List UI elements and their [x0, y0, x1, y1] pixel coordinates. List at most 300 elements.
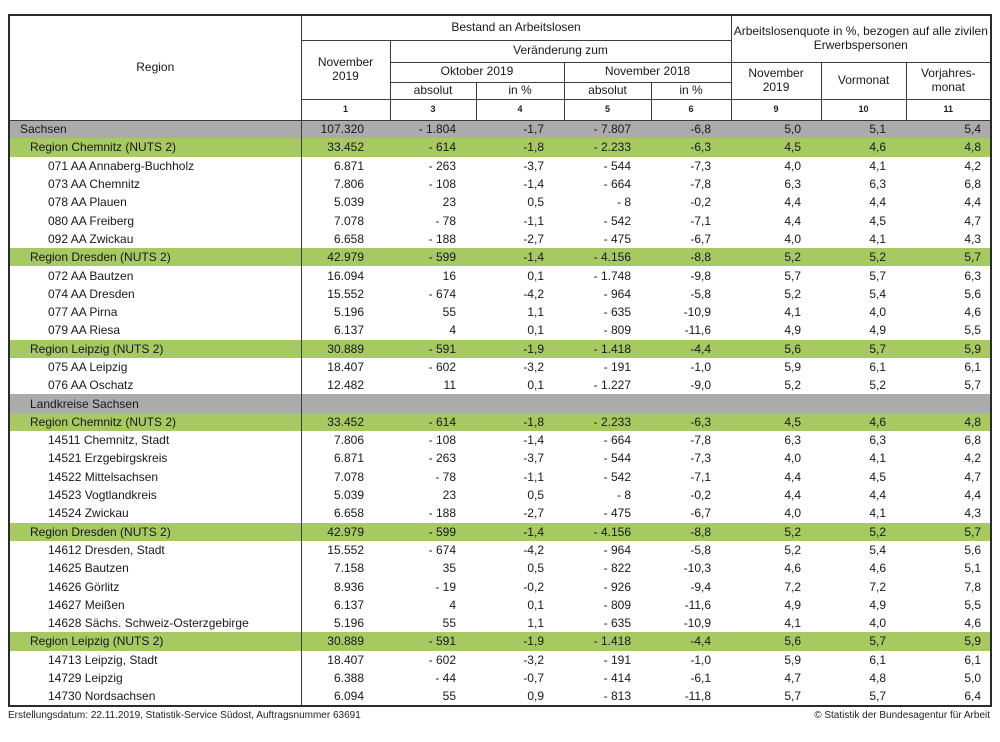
- value-cell: 5,6: [784, 341, 802, 356]
- column-number-11: 11: [906, 99, 991, 120]
- value-cell: 0,1: [527, 323, 544, 338]
- value-cell: 5,2: [784, 542, 802, 557]
- value-cell: - 19: [435, 579, 456, 594]
- region-cell: Region Leipzig (NUTS 2): [9, 632, 301, 650]
- value-cell: 5,2: [784, 286, 802, 301]
- value-cell: - 2.233: [593, 414, 631, 429]
- value-cell: - 263: [428, 158, 456, 173]
- value-cell: - 475: [603, 231, 631, 246]
- value-cell: 4,3: [964, 231, 982, 246]
- value-cell: - 599: [428, 524, 456, 539]
- value-cell: - 664: [603, 433, 631, 448]
- column-number-3: 3: [390, 99, 476, 120]
- value-cell: 33.452: [327, 140, 364, 155]
- header-vormonat: Vormonat: [821, 62, 906, 99]
- value-cell: 5,6: [784, 634, 802, 649]
- value-cell: 6,3: [869, 433, 887, 448]
- value-cell: 6,8: [964, 433, 982, 448]
- value-cell: - 614: [428, 414, 456, 429]
- value-cell: 5,7: [869, 634, 887, 649]
- value-cell: - 602: [428, 652, 456, 667]
- value-cell: 4,5: [869, 469, 887, 484]
- value-cell: [906, 394, 991, 412]
- creation-info: Erstellungsdatum: 22.11.2019, Statistik-Service Südost, Auftragsnummer 63691: [8, 710, 361, 721]
- header-bestand-group: Bestand an Arbeitslosen: [301, 15, 731, 40]
- value-cell: 5,9: [784, 652, 802, 667]
- value-cell: -6,1: [690, 671, 712, 686]
- value-cell: - 191: [603, 360, 631, 374]
- value-cell: - 2.233: [593, 140, 631, 155]
- value-cell: 55: [442, 305, 456, 320]
- value-cell: -1,4: [523, 250, 544, 265]
- value-cell: 42.979: [327, 250, 364, 265]
- value-cell: 4,1: [784, 616, 802, 631]
- value-cell: 6.658: [333, 231, 364, 246]
- value-cell: - 188: [428, 231, 456, 246]
- value-cell: - 664: [603, 177, 631, 192]
- value-cell: -1,9: [523, 341, 544, 356]
- value-cell: 4,0: [784, 231, 802, 246]
- page-footer: [8, 710, 990, 721]
- value-cell: 5,7: [964, 524, 982, 539]
- value-cell: -1,0: [690, 360, 712, 374]
- value-cell: -8,8: [690, 250, 712, 265]
- value-cell: 7.078: [333, 213, 364, 228]
- table-row: [9, 321, 991, 339]
- value-cell: -0,7: [523, 671, 544, 686]
- value-cell: 4,4: [784, 195, 802, 210]
- value-cell: 4,7: [964, 213, 982, 228]
- value-cell: 16.094: [327, 268, 364, 283]
- table-row: [9, 358, 991, 376]
- region-cell: 072 AA Bautzen: [9, 266, 301, 284]
- value-cell: [390, 394, 476, 412]
- value-cell: 5,7: [869, 341, 887, 356]
- value-cell: -11,6: [684, 597, 712, 612]
- value-cell: 5,2: [784, 378, 802, 393]
- table-row: [9, 577, 991, 595]
- value-cell: -1,8: [523, 140, 544, 155]
- region-cell: 14627 Meißen: [9, 596, 301, 614]
- table-row: [9, 504, 991, 522]
- value-cell: -6,8: [690, 122, 712, 137]
- table-row: [9, 596, 991, 614]
- region-cell: 080 AA Freiberg: [9, 211, 301, 229]
- region-cell: 074 AA Dresden: [9, 285, 301, 303]
- value-cell: -0,2: [690, 195, 712, 210]
- value-cell: 18.407: [327, 652, 364, 667]
- value-cell: 0,5: [527, 561, 544, 576]
- value-cell: - 8: [616, 195, 631, 210]
- header-absolut-okt: absolut: [390, 82, 476, 99]
- value-cell: - 414: [603, 671, 631, 686]
- value-cell: - 635: [603, 616, 631, 631]
- value-cell: 5,2: [869, 524, 887, 539]
- value-cell: - 7.807: [593, 122, 631, 137]
- value-cell: - 964: [603, 542, 631, 557]
- region-cell: 076 AA Oschatz: [9, 376, 301, 394]
- value-cell: - 188: [428, 506, 456, 521]
- value-cell: 6,3: [784, 433, 802, 448]
- value-cell: -1,4: [523, 177, 544, 192]
- table-row: [9, 541, 991, 559]
- value-cell: -1,4: [523, 433, 544, 448]
- value-cell: 6.871: [333, 451, 364, 466]
- value-cell: 1,1: [527, 305, 544, 320]
- value-cell: - 191: [603, 652, 631, 667]
- value-cell: - 813: [603, 688, 631, 703]
- value-cell: 4,4: [784, 213, 802, 228]
- value-cell: 6,3: [964, 268, 982, 283]
- value-cell: 4,4: [964, 195, 982, 210]
- value-cell: -6,7: [690, 231, 712, 246]
- value-cell: 0,5: [527, 488, 544, 503]
- value-cell: 12.482: [327, 378, 364, 393]
- value-cell: -1,1: [523, 213, 544, 228]
- value-cell: 7.158: [333, 561, 364, 576]
- value-cell: - 1.418: [593, 634, 631, 649]
- value-cell: 4,5: [869, 213, 887, 228]
- value-cell: 5,1: [964, 561, 982, 576]
- value-cell: 7,8: [964, 579, 982, 594]
- value-cell: - 1.227: [593, 378, 631, 393]
- value-cell: - 8: [616, 488, 631, 503]
- table-row: [9, 138, 991, 156]
- value-cell: 6,1: [869, 360, 887, 374]
- value-cell: 33.452: [327, 414, 364, 429]
- value-cell: [731, 394, 821, 412]
- value-cell: - 4.156: [593, 250, 631, 265]
- value-cell: - 674: [428, 286, 456, 301]
- value-cell: 6,8: [964, 177, 982, 192]
- header-absolut-nov: absolut: [564, 82, 651, 99]
- region-cell: 079 AA Riesa: [9, 321, 301, 339]
- value-cell: 5,9: [964, 634, 982, 649]
- table-row: [9, 248, 991, 266]
- value-cell: 16: [442, 268, 456, 283]
- value-cell: 6.388: [333, 671, 364, 686]
- table-row: [9, 193, 991, 211]
- table-row: [9, 340, 991, 358]
- value-cell: 4,1: [869, 158, 887, 173]
- value-cell: 4,8: [964, 414, 982, 429]
- value-cell: 6.658: [333, 506, 364, 521]
- value-cell: 6,3: [784, 177, 802, 192]
- value-cell: - 964: [603, 286, 631, 301]
- value-cell: -3,7: [523, 451, 544, 466]
- table-row: [9, 376, 991, 394]
- region-cell: Region Chemnitz (NUTS 2): [9, 413, 301, 431]
- header-veraenderung-zum: Veränderung zum: [390, 40, 731, 62]
- value-cell: -11,8: [684, 688, 712, 703]
- column-number-6: 6: [651, 99, 731, 120]
- value-cell: 5,4: [869, 542, 887, 557]
- value-cell: - 591: [428, 634, 456, 649]
- table-row: [9, 449, 991, 467]
- region-cell: 14730 Nordsachsen: [9, 687, 301, 705]
- value-cell: 23: [442, 488, 456, 503]
- value-cell: -6,7: [690, 506, 712, 521]
- value-cell: -3,7: [523, 158, 544, 173]
- value-cell: [821, 394, 906, 412]
- value-cell: -1,7: [523, 122, 544, 137]
- region-cell: 14511 Chemnitz, Stadt: [9, 431, 301, 449]
- column-number-10: 10: [821, 99, 906, 120]
- value-cell: 4,0: [784, 451, 802, 466]
- region-cell: 071 AA Annaberg-Buchholz: [9, 157, 301, 175]
- value-cell: -2,7: [523, 506, 544, 521]
- value-cell: 8.936: [333, 579, 364, 594]
- region-cell: Region Chemnitz (NUTS 2): [9, 138, 301, 156]
- value-cell: 4,8: [964, 140, 982, 155]
- region-cell: 14626 Görlitz: [9, 577, 301, 595]
- value-cell: -1,1: [523, 469, 544, 484]
- header-region: Region: [9, 15, 301, 120]
- value-cell: - 614: [428, 140, 456, 155]
- value-cell: [301, 394, 390, 412]
- value-cell: 5,2: [869, 250, 887, 265]
- table-row: [9, 431, 991, 449]
- table-row: [9, 211, 991, 229]
- value-cell: 107.320: [320, 122, 364, 137]
- value-cell: -6,3: [690, 414, 712, 429]
- value-cell: 7.078: [333, 469, 364, 484]
- table-row: [9, 157, 991, 175]
- value-cell: - 4.156: [593, 524, 631, 539]
- table-row: [9, 614, 991, 632]
- value-cell: [651, 394, 731, 412]
- value-cell: 5,6: [964, 286, 982, 301]
- value-cell: - 78: [435, 469, 456, 484]
- value-cell: - 544: [603, 158, 631, 173]
- value-cell: - 602: [428, 360, 456, 374]
- value-cell: 4,1: [784, 305, 802, 320]
- value-cell: - 674: [428, 542, 456, 557]
- table-row: [9, 632, 991, 650]
- region-cell: Sachsen: [9, 120, 301, 138]
- table-row: [9, 120, 991, 138]
- column-number-4: 4: [476, 99, 564, 120]
- header-vorjahresmonat: Vorjahres-monat: [906, 62, 991, 99]
- value-cell: 5,1: [869, 122, 887, 137]
- value-cell: 4: [449, 323, 456, 338]
- region-cell: 14729 Leipzig: [9, 669, 301, 687]
- region-cell: 14521 Erzgebirgskreis: [9, 449, 301, 467]
- value-cell: 4,6: [964, 305, 982, 320]
- header-november-2018: November 2018: [564, 62, 731, 82]
- value-cell: -6,3: [690, 140, 712, 155]
- value-cell: 4,6: [869, 561, 887, 576]
- value-cell: 4,2: [964, 158, 982, 173]
- value-cell: -9,0: [690, 378, 712, 393]
- value-cell: -7,1: [690, 213, 712, 228]
- table-body: [9, 120, 991, 706]
- table-row: [9, 413, 991, 431]
- region-cell: Region Leipzig (NUTS 2): [9, 340, 301, 358]
- value-cell: -11,6: [684, 323, 712, 338]
- value-cell: 4,0: [869, 616, 887, 631]
- header-in-pct-okt: in %: [476, 82, 564, 99]
- value-cell: 5.196: [333, 305, 364, 320]
- value-cell: 6,1: [869, 652, 887, 667]
- value-cell: -1,8: [523, 414, 544, 429]
- table-row: [9, 669, 991, 687]
- table-row: [9, 651, 991, 669]
- value-cell: 5,7: [869, 268, 887, 283]
- value-cell: 4,0: [784, 158, 802, 173]
- value-cell: 4,9: [869, 597, 887, 612]
- table-row: [9, 559, 991, 577]
- value-cell: -4,4: [690, 341, 712, 356]
- value-cell: 0,5: [527, 195, 544, 210]
- value-cell: 5.039: [333, 195, 364, 210]
- value-cell: - 809: [603, 323, 631, 338]
- value-cell: 6.137: [333, 597, 364, 612]
- region-cell: 14524 Zwickau: [9, 504, 301, 522]
- value-cell: 0,1: [527, 597, 544, 612]
- value-cell: -5,8: [690, 542, 712, 557]
- value-cell: -7,8: [690, 433, 712, 448]
- value-cell: 4,3: [964, 506, 982, 521]
- table-row: [9, 468, 991, 486]
- value-cell: 5.196: [333, 616, 364, 631]
- table-row: [9, 394, 991, 412]
- value-cell: 5,9: [784, 360, 802, 374]
- value-cell: - 263: [428, 451, 456, 466]
- value-cell: 5,9: [964, 341, 982, 356]
- value-cell: 4,0: [869, 305, 887, 320]
- value-cell: -7,8: [690, 177, 712, 192]
- value-cell: 6.137: [333, 323, 364, 338]
- value-cell: 30.889: [327, 634, 364, 649]
- value-cell: 5,4: [964, 122, 982, 137]
- value-cell: 4,6: [784, 561, 802, 576]
- table-header: [9, 15, 991, 120]
- value-cell: 5,5: [964, 597, 982, 612]
- value-cell: -5,8: [690, 286, 712, 301]
- region-cell: Region Dresden (NUTS 2): [9, 523, 301, 541]
- region-cell: 14625 Bautzen: [9, 559, 301, 577]
- value-cell: 4,6: [869, 140, 887, 155]
- header-quote-group: Arbeitslosenquote in %, bezogen auf alle zivilen Erwerbspersonen: [731, 15, 991, 62]
- value-cell: - 475: [603, 506, 631, 521]
- column-number-5: 5: [564, 99, 651, 120]
- table-row: [9, 486, 991, 504]
- value-cell: 5,0: [964, 671, 982, 686]
- value-cell: -9,4: [690, 579, 712, 594]
- value-cell: 5,7: [964, 250, 982, 265]
- region-cell: 073 AA Chemnitz: [9, 175, 301, 193]
- value-cell: 5,7: [784, 268, 802, 283]
- header-november-2019-bestand: November 2019: [301, 40, 390, 99]
- value-cell: 4,4: [784, 488, 802, 503]
- value-cell: 0,1: [527, 378, 544, 393]
- value-cell: 4,9: [784, 323, 802, 338]
- region-cell: 14628 Sächs. Schweiz-Osterzgebirge: [9, 614, 301, 632]
- header-oktober-2019: Oktober 2019: [390, 62, 564, 82]
- value-cell: 0,1: [527, 268, 544, 283]
- value-cell: 4,9: [784, 597, 802, 612]
- region-cell: 14713 Leipzig, Stadt: [9, 651, 301, 669]
- region-cell: 078 AA Plauen: [9, 193, 301, 211]
- region-cell: 14522 Mittelsachsen: [9, 468, 301, 486]
- value-cell: -1,4: [523, 524, 544, 539]
- value-cell: 5,5: [964, 323, 982, 338]
- value-cell: 5.039: [333, 488, 364, 503]
- value-cell: -1,0: [690, 652, 712, 667]
- value-cell: - 542: [603, 213, 631, 228]
- value-cell: 15.552: [327, 542, 364, 557]
- value-cell: 4,2: [964, 451, 982, 466]
- value-cell: - 108: [428, 433, 456, 448]
- value-cell: 4: [449, 597, 456, 612]
- table-row: [9, 687, 991, 705]
- table-row: [9, 303, 991, 321]
- value-cell: 55: [442, 616, 456, 631]
- value-cell: 4,5: [784, 140, 802, 155]
- value-cell: - 78: [435, 213, 456, 228]
- value-cell: 5,2: [869, 378, 887, 393]
- value-cell: 0,9: [527, 688, 544, 703]
- value-cell: 42.979: [327, 524, 364, 539]
- value-cell: [564, 394, 651, 412]
- value-cell: -4,4: [690, 634, 712, 649]
- value-cell: -3,2: [523, 360, 544, 374]
- value-cell: - 926: [603, 579, 631, 594]
- table-row: [9, 230, 991, 248]
- table-row: [9, 266, 991, 284]
- value-cell: 4,1: [869, 451, 887, 466]
- value-cell: 5,0: [784, 122, 802, 137]
- value-cell: [476, 394, 564, 412]
- value-cell: 5,7: [869, 688, 887, 703]
- value-cell: 7,2: [784, 579, 802, 594]
- value-cell: 4,6: [869, 414, 887, 429]
- value-cell: -3,2: [523, 652, 544, 667]
- region-cell: 077 AA Pirna: [9, 303, 301, 321]
- value-cell: 5,6: [964, 542, 982, 557]
- value-cell: 4,7: [784, 671, 802, 686]
- value-cell: 5,7: [784, 688, 802, 703]
- value-cell: 1,1: [527, 616, 544, 631]
- value-cell: 7.806: [333, 433, 364, 448]
- region-cell: 14612 Dresden, Stadt: [9, 541, 301, 559]
- value-cell: 4,7: [964, 469, 982, 484]
- value-cell: -10,9: [683, 305, 712, 320]
- value-cell: 4,4: [964, 488, 982, 503]
- value-cell: 4,4: [869, 195, 887, 210]
- value-cell: 6,4: [964, 688, 982, 703]
- value-cell: -2,7: [523, 231, 544, 246]
- value-cell: - 809: [603, 597, 631, 612]
- value-cell: -7,3: [690, 451, 712, 466]
- copyright-notice: © Statistik der Bundesagentur für Arbeit: [814, 710, 990, 721]
- value-cell: -1,9: [523, 634, 544, 649]
- value-cell: -9,8: [690, 268, 712, 283]
- value-cell: 11: [443, 378, 456, 393]
- value-cell: - 544: [603, 451, 631, 466]
- value-cell: 5,4: [869, 286, 887, 301]
- value-cell: - 635: [603, 305, 631, 320]
- value-cell: 35: [442, 561, 456, 576]
- column-number-9: 9: [731, 99, 821, 120]
- value-cell: -7,1: [690, 469, 712, 484]
- value-cell: -4,2: [523, 542, 544, 557]
- value-cell: 23: [442, 195, 456, 210]
- value-cell: - 1.748: [593, 268, 631, 283]
- value-cell: -8,8: [690, 524, 712, 539]
- value-cell: 15.552: [327, 286, 364, 301]
